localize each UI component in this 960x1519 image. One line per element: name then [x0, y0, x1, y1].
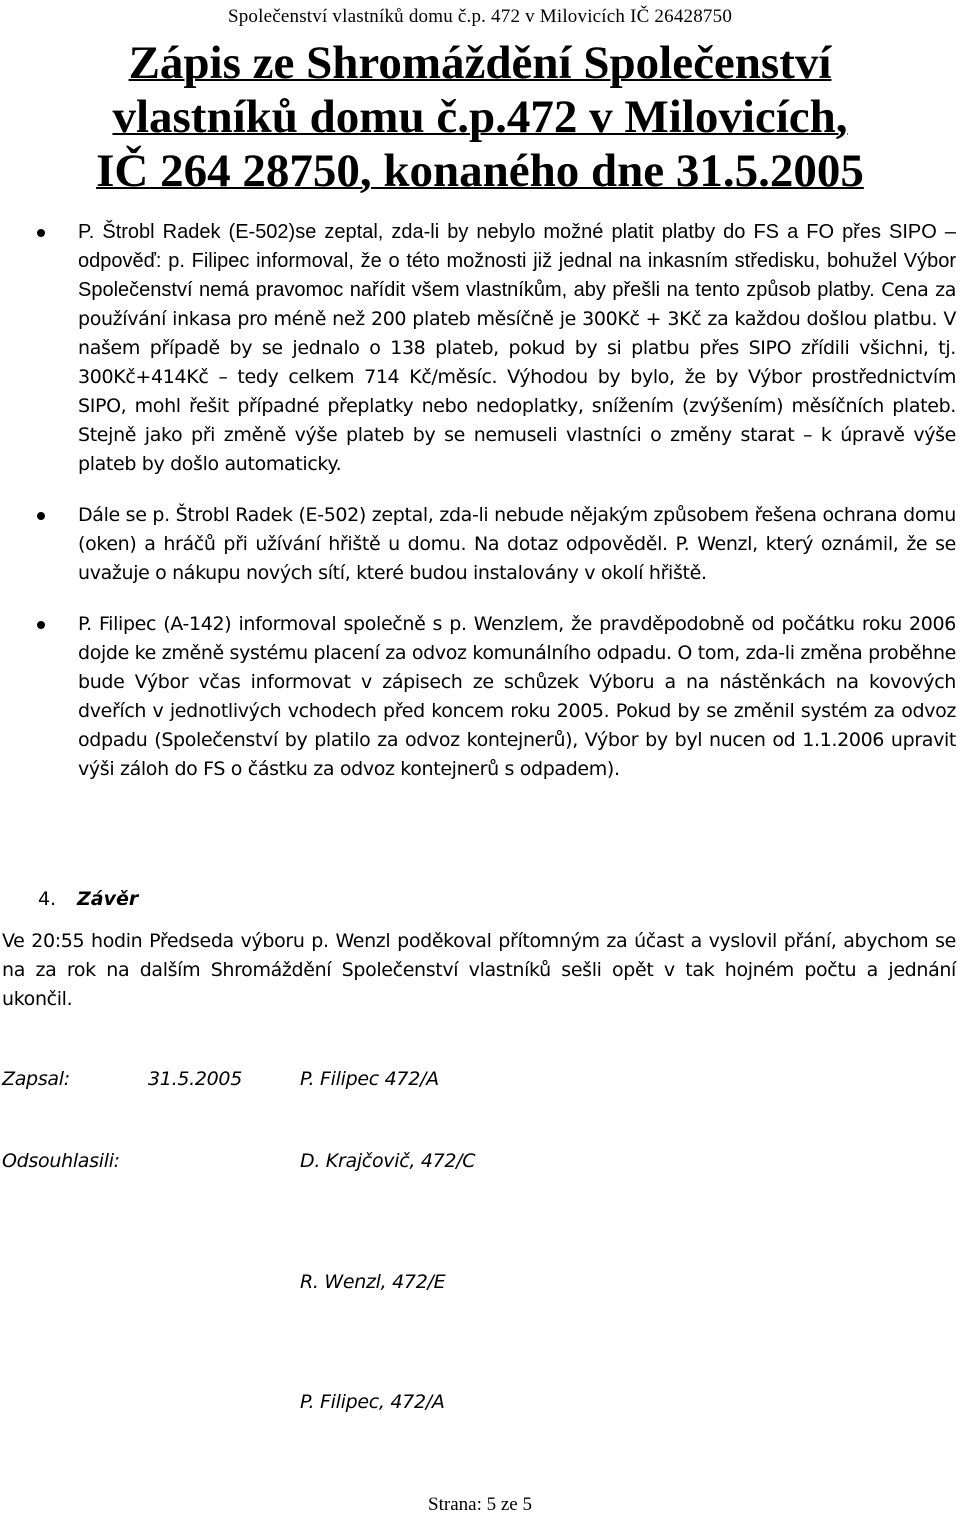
list-item — [0, 501, 960, 588]
list-item-text-continued: Cena za používání inkasa pro méně než 200 plateb měsíčně je 300Kč + 3Kč za každou došlou platbu. V našem případě by se jednalo o 138 plateb, pokud by si platbu přes SIPO zřídili všichni, tj. 300Kč+414Kč – tedy celkem 714 Kč/měsíc. Výhodou by bylo, že by Výbor prostřednictvím SIPO, mohl řešit případné přeplatky nebo nedoplatky, snížením (zvýšením) měsíčních plateb. Stejně jako při změně výše plateb by se nemuseli vlastníci o změny starat – k úpravě výše plateb by došlo automaticky. — [78, 279, 956, 475]
title-line-2: vlastníků domu č.p.472 v Milovicích, — [112, 91, 848, 143]
title-line-3: IČ 264 28750, konaného dne 31.5.2005 — [96, 145, 864, 197]
bullet-icon — [37, 229, 45, 237]
recorded-label: Zapsal: — [2, 1068, 70, 1090]
list-item-text: P. Filipec (A-142) informoval společně s p. Wenzlem, že pravděpodobně od počátku roku 2006 dojde ke změně systému placení za odvoz komunálního odpadu. O tom, zda-li změna proběhne bude Výbor včas informovat v zápisech ze schůzek Výboru a na nástěnkách na kovových dveřích v jednotlivých vchodech před koncem roku 2005. Pokud by se změnil systém za odvoz odpadu (Společenství by platilo za odvoz kontejnerů), Výbor by byl nucen od 1.1.2006 upravit výši záloh do FS o částku za odvoz kontejnerů s odpadem). — [78, 613, 956, 780]
title-line-1: Zápis ze Shromáždění Společenství — [128, 37, 832, 89]
recorded-date: 31.5.2005 — [148, 1068, 242, 1090]
section-number: 4. — [38, 888, 57, 910]
document-title — [0, 36, 960, 198]
running-header: Společenství vlastníků domu č.p. 472 v Milovicích IČ 26428750 — [227, 6, 733, 27]
list-item — [0, 610, 960, 784]
closing-paragraph: Ve 20:55 hodin Předseda výboru p. Wenzl poděkoval přítomným za účast a vyslovil přání, abychom se na za rok na dalším Shromáždění Společenství vlastníků sešli opět v tak hojném počtu a jednání ukončil. — [2, 930, 956, 1010]
approver-2: R. Wenzl, 472/E — [300, 1271, 446, 1293]
recorded-by: P. Filipec 472/A — [300, 1068, 439, 1090]
list-item-text: Dále se p. Štrobl Radek (E-502) zeptal, zda-li nebude nějakým způsobem řešena ochrana domu (oken) a hráčů při užívání hřiště u domu. Na dotaz odpověděl. P. Wenzl, který oznámil, že se uvažuje o nákupu nových sítí, které budou instalovány v okolí hřiště. — [78, 504, 956, 584]
approved-label: Odsouhlasili: — [2, 1150, 120, 1172]
approver-3: P. Filipec, 472/A — [300, 1391, 445, 1413]
page-footer: Strana: 5 ze 5 — [428, 1494, 532, 1515]
section-name: Závěr — [77, 888, 139, 910]
section-heading — [38, 888, 138, 910]
approver-1: D. Krajčovič, 472/C — [300, 1150, 476, 1172]
discussion-list — [0, 218, 960, 806]
list-item-text: P. Štrobl Radek (E-502)se zeptal, zda-li by nebylo možné platit platby do FS a FO přes SIPO – odpověď: p. Filipec informoval, že o této možnosti již jednal na inkasním středisku, bohužel Výbor Společenství nemá pravomoc nařídit všem vlastníkům, aby přešli na tento způsob platby. — [78, 221, 956, 301]
list-item — [0, 218, 960, 479]
bullet-icon — [37, 621, 45, 629]
bullet-icon — [37, 512, 45, 520]
